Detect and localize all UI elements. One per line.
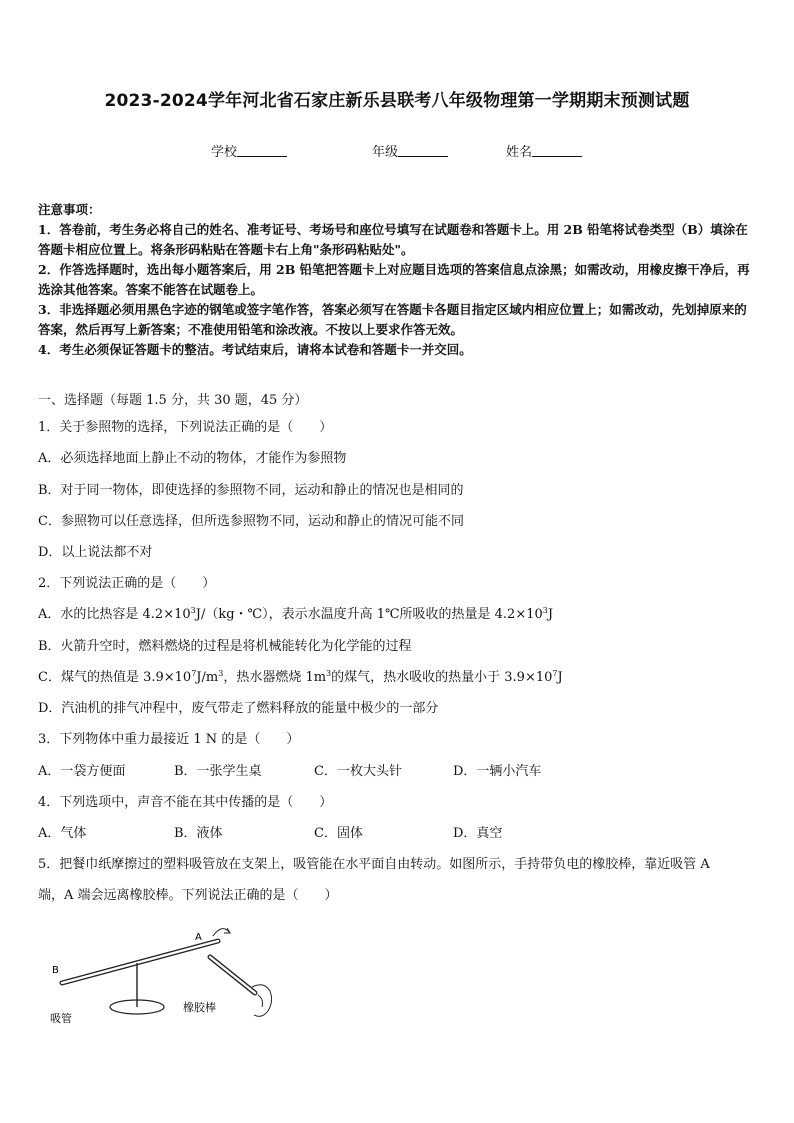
q2-a-end: J [547,607,554,622]
q2-option-c[interactable] [38,666,563,685]
q2-c-unit: J/m [196,670,219,685]
q5-stem-line2: 端，A 端会远离橡胶棒。下列说法正确的是（ ） [38,888,338,903]
school-label: 学校 [211,145,238,160]
label-b: B [52,965,59,976]
q2-a-exp2: 3 [542,606,548,615]
q1-option-b[interactable]: B．对于同一物体，即使选择的参照物不同，运动和静止的情况也是相同的 [38,483,464,498]
notice-block [38,200,758,360]
notice-item: 3．非选择题必须用黑色字迹的钢笔或签字笔作答，答案必须写在答题卡各题目指定区域内相应位置上；如需改动，先划掉原来的答案，然后再写上新答案；不准使用铅笔和涂改液。不按以上要求作答无效。 [38,302,747,337]
hand-icon [252,985,272,1017]
notice-item: 1．答卷前，考生务必将自己的姓名、准考证号、考场号和座位号填写在试题卷和答题卡上。用 2B 铅笔将试卷类型（B）填涂在答题卡相应位置上。将条形码粘贴在答题卡右上角"条形码粘贴处"。 [38,222,748,257]
page-title: 2023-2024学年河北省石家庄新乐县联考八年级物理第一学期期末预测试题 [104,91,690,111]
q2-option-d[interactable]: D．汽油机的排气冲程中，废气带走了燃料释放的能量中极少的一部分 [38,701,439,716]
label-straw: 吸管 [50,1012,72,1025]
q3-option-c[interactable]: C．一枚大头针 [314,764,402,779]
q2-c-exp4: 7 [552,669,558,678]
q3-option-a[interactable]: A．一袋方便面 [38,764,126,779]
grade-label: 年级 [372,145,399,160]
q2-c-text2: ，热水器燃烧 1m [223,670,327,685]
q2-a-text2: J/（kg・℃），表示水温度升高 1℃所吸收的热量是 4.2×10 [195,607,543,622]
section-heading: 一、选择题（每题 1.5 分，共 30 题，45 分） [38,393,308,408]
q4-stem: 4．下列选项中，声音不能在其中传播的是（ ） [38,795,333,810]
q1-option-c[interactable]: C．参照物可以任意选择，但所选参照物不同，运动和静止的情况可能不同 [38,514,464,529]
q1-stem: 1．关于参照物的选择，下列说法正确的是（ ） [38,420,333,435]
q2-c-text: C．煤气的热值是 3.9×10 [38,670,192,685]
q2-stem: 2．下列说法正确的是（ ） [38,576,216,591]
school-field[interactable] [211,141,287,160]
q3-option-d[interactable]: D．一辆小汽车 [453,764,542,779]
q4-option-b[interactable]: B．液体 [174,826,223,841]
q4-option-c[interactable]: C．固体 [314,826,363,841]
straw-rod-figure [40,915,300,1030]
label-a: A [195,932,202,943]
notice-heading: 注意事项： [38,202,101,217]
grade-field[interactable] [372,141,448,160]
q2-option-b[interactable]: B．火箭升空时，燃料燃烧的过程是将机械能转化为化学能的过程 [38,639,412,654]
q2-c-end: J [557,670,563,685]
q2-c-text3: 的煤气，热水吸收的热量小于 3.9×10 [331,670,553,685]
school-blank[interactable] [237,144,287,157]
name-blank[interactable] [532,144,582,157]
q2-a-text: A．水的比热容是 4.2×10 [38,607,191,622]
label-rod: 橡胶棒 [183,1001,216,1014]
grade-blank[interactable] [398,144,448,157]
q2-a-exp: 3 [190,606,196,615]
q2-option-a[interactable] [38,603,553,622]
name-label: 姓名 [506,145,533,160]
notice-item: 2．作答选择题时，选出每小题答案后，用 2B 铅笔把答题卡上对应题目选项的答案信息点涂黑；如需改动，用橡皮擦干净后，再选涂其他答案。答案不能答在试题卷上。 [38,262,750,297]
q1-option-a[interactable]: A．必须选择地面上静止不动的物体，才能作为参照物 [38,451,347,466]
q2-c-exp3: 3 [326,669,332,678]
q2-c-exp2: 3 [218,669,224,678]
name-field[interactable] [506,141,582,160]
q4-option-a[interactable]: A．气体 [38,826,87,841]
q4-option-d[interactable]: D．真空 [453,826,503,841]
notice-item: 4．考生必须保证答题卡的整洁。考试结束后，请将本试卷和答题卡一并交回。 [38,342,472,357]
q2-c-exp: 7 [191,669,197,678]
q3-option-b[interactable]: B．一张学生桌 [174,764,262,779]
q5-stem-line1: 5．把餐巾纸摩擦过的塑料吸管放在支架上，吸管能在水平面自由转动。如图所示，手持带负电的橡胶棒，靠近吸管 A [38,857,710,872]
q3-stem: 3．下列物体中重力最接近 1 N 的是（ ） [38,732,300,747]
rotation-arrow-icon [213,929,230,936]
q1-option-d[interactable]: D．以上说法都不对 [38,545,153,560]
